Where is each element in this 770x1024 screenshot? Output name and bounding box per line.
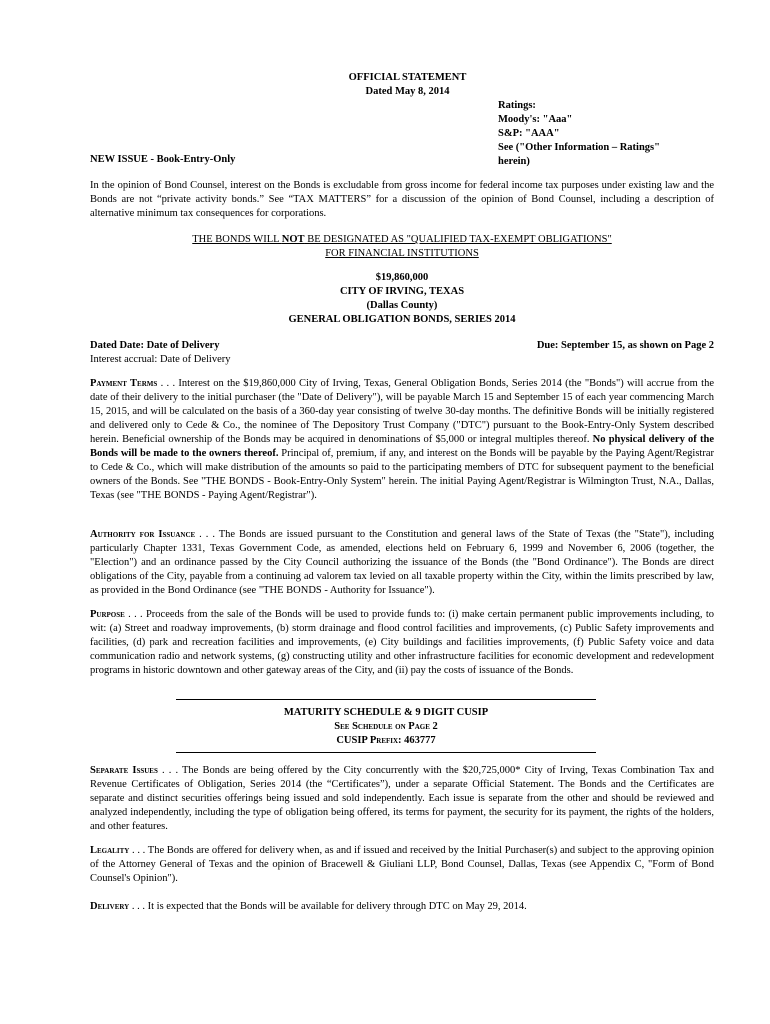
maturity-see-schedule: See Schedule on Page 2 (334, 721, 438, 732)
payment-terms-text2: Principal of, premium, if any, and interest on the Bonds will be payable by the Paying Agent/Registrar to Cede & Co., which will make distribution of the amounts so paid to the participating members of DTC for subsequent payment to the beneficial owners of the Bonds. See "THE BONDS - Book-Entry-Only System" herein. The initial Paying Agent/Registrar is Wilmington Trust, N.A., Dallas, Texas (see "THE BONDS - Paying Agent/Registrar"). (90, 448, 714, 501)
purpose-text: . . . Proceeds from the sale of the Bonds will be used to provide funds to: (i) make certain permanent public improvements including, to wit: (a) Street and roadway improvements, (b) storm drainage and flood control facilities and improvements, (c) Public Safety improvements and facilities, (d) park and recreation facilities and improvements, (e) City buildings and facilities improvements, (f) Public Safety voice and data communication radio and network systems, (g) constructing utility and other infrastructure facilities for economic development and redevelopment programs in historic downtown and other gateway areas of the City, and (ii) pay the costs of issuance of the Bonds. (90, 609, 714, 676)
issue-series: GENERAL OBLIGATION BONDS, SERIES 2014 (288, 314, 516, 325)
document-date: Dated May 8, 2014 (365, 86, 450, 97)
separate-issues-paragraph (90, 764, 714, 834)
authority-text: . . . The Bonds are issued pursuant to the Constitution and general laws of the State of Texas (the "State"), including particularly Chapter 1331, Texas Government Code, as amended, elections held on February 6, 1999 and November 6, 2006 (together, the "Election") and an ordinance passed by the City Council authorizing the issuance of the Bonds (the "Bond Ordinance"). The Bonds are direct obligations of the City, payable from a continuing ad valorem tax levied on all taxable property within the City, within the limits prescribed by law, as provided in the Bond Ordinance (see "THE BONDS - Authority for Issuance"). (90, 529, 714, 596)
issue-issuer: CITY OF IRVING, TEXAS (339, 286, 465, 297)
document-header (0, 71, 770, 99)
purpose-heading: Purpose (90, 609, 125, 620)
cusip-prefix: CUSIP Prefix: 463777 (336, 735, 436, 746)
ratings-see: See ("Other Information – Ratings" (498, 142, 660, 153)
designation-pre: THE BONDS WILL (192, 234, 282, 245)
purpose-paragraph (90, 608, 714, 678)
delivery-text: . . . It is expected that the Bonds will be available for delivery through DTC on May 29, 2014. (129, 901, 527, 912)
payment-terms-heading: Payment Terms (90, 378, 158, 389)
separate-issues-text: . . . The Bonds are being offered by the City concurrently with the $20,725,000* City of Irving, Texas Combination Tax and Revenue Certificates of Obligation, Series 2014 (the “Certificates”), under a separate Official Statement. The Bonds and the Certificates are separate and distinct securities offerings being issued and sold independently. Each issue is separate from the other and should be reviewed and analyzed independently, including the type of obligation being offered, its terms for payment, the security for its payment, the rights of the holders, and other features. (90, 765, 714, 832)
maturity-title: MATURITY SCHEDULE & 9 DIGIT CUSIP (283, 707, 489, 718)
issue-amount: $19,860,000 (375, 272, 429, 283)
ratings-see-herein: herein) (498, 156, 530, 167)
separate-issues-heading: Separate Issues (90, 765, 158, 776)
dated-block (90, 339, 231, 367)
document-title: OFFICIAL STATEMENT (348, 72, 467, 83)
ratings-heading: Ratings: (498, 100, 536, 111)
interest-accrual: Interest accrual: Date of Delivery (90, 354, 231, 365)
designation-not: NOT (281, 234, 305, 245)
maturity-top-rule (176, 699, 596, 700)
issue-block (90, 271, 714, 327)
legality-text: . . . The Bonds are offered for delivery when, as and if issued and received by the Initial Purchaser(s) and subject to the approving opinion of the Attorney General of Texas and the opinion of Bracewell & Giuliani LLP, Bond Counsel, Dallas, Texas (see Appendix C, "Form of Bond Counsel's Opinion"). (90, 845, 714, 884)
ratings-sp: S&P: "AAA" (498, 128, 560, 139)
bond-counsel-opinion: In the opinion of Bond Counsel, interest on the Bonds is excludable from gross income for federal income tax purposes under existing law and the Bonds are not “private activity bonds.” See “TAX MATTERS” for a discussion of the opinion of Bond Counsel, including a description of alternative minimum tax consequences for corporations. (90, 180, 714, 219)
designation-post: BE DESIGNATED AS "QUALIFIED TAX-EXEMPT OBLIGATIONS" (304, 234, 612, 245)
designation-line2: FOR FINANCIAL INSTITUTIONS (325, 248, 479, 259)
issue-county: (Dallas County) (366, 300, 438, 311)
delivery-heading: Delivery (90, 901, 130, 912)
delivery-paragraph (90, 900, 714, 914)
due-date: Due: September 15, as shown on Page 2 (536, 340, 714, 351)
legality-heading: Legality (90, 845, 130, 856)
dated-date: Dated Date: Date of Delivery (90, 340, 220, 351)
new-issue-label: NEW ISSUE - Book-Entry-Only (90, 154, 236, 165)
ratings-block (498, 99, 660, 169)
maturity-block (176, 706, 596, 748)
maturity-bottom-rule (176, 752, 596, 753)
authority-heading: Authority for Issuance (90, 529, 196, 540)
designation-notice (90, 233, 714, 261)
ratings-moodys: Moody's: "Aaa" (498, 114, 573, 125)
authority-paragraph (90, 528, 714, 598)
payment-terms-paragraph (90, 377, 714, 503)
payment-terms-bold: No physical delivery of the Bonds will be made to the owners thereof. (90, 434, 714, 459)
legality-paragraph (90, 844, 714, 886)
payment-terms-text1: . . . Interest on the $19,860,000 City of Irving, Texas, General Obligation Bonds, Series 2014 (the "Bonds") will accrue from the date of their delivery to the initial purchaser (the "Date of Delivery"), will be payable March 15 and September 15 of each year commencing March 15, 2015, and will be calculated on the basis of a 360-day year consisting of twelve 30-day months. The definitive Bonds will be initially registered and delivered only to Cede & Co., the nominee of The Depository Trust Company ("DTC") pursuant to the Book-Entry-Only System described herein. Beneficial ownership of the Bonds may be acquired in denominations of $5,000 or integral multiples thereof. (90, 378, 714, 445)
